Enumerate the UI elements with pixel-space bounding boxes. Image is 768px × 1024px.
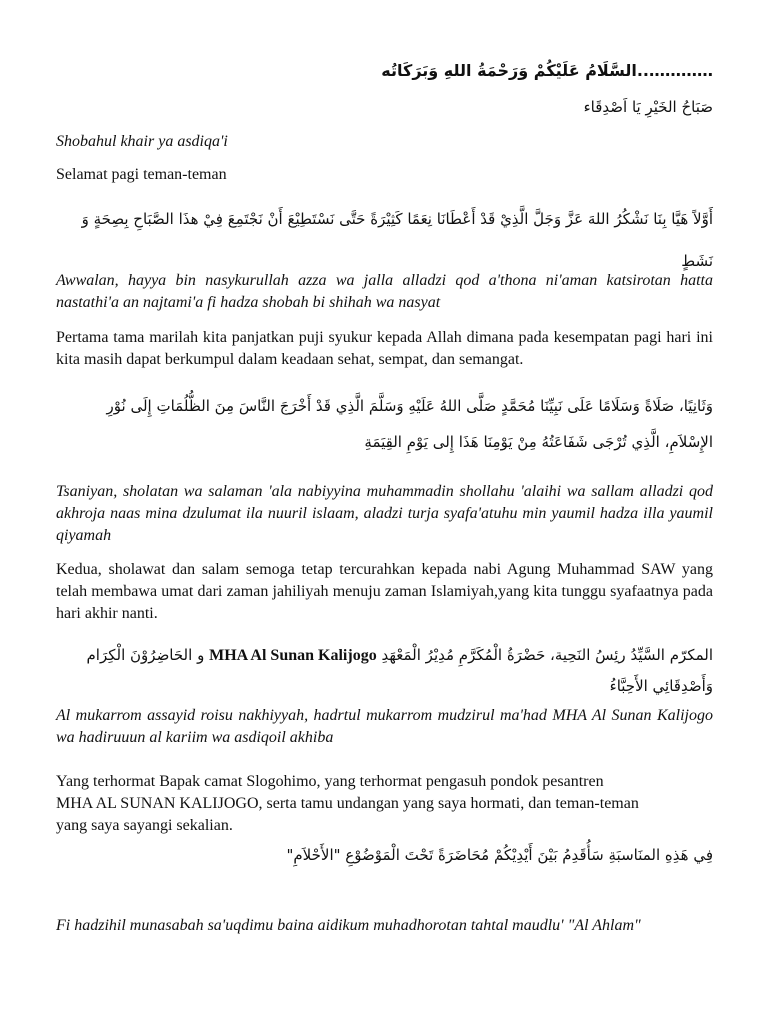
third-paragraph-transliteration: Al mukarrom assayid roisu nakhiyyah, hadrtul mukarrom mudzirul ma'had MHA Al Sunan Kalijogo wa hadiruuun al kariim wa asdiqoil akhiba — [56, 707, 713, 746]
second-paragraph-transliteration: Tsaniyan, sholatan wa salaman 'ala nabiyyina muhammadin shollahu 'alaihi wa sallam alladzi qod akhroja naas mina dzulumat ila nuuril islaam, aladzi turja syafa'atuhu min yaumil hadza illa yaumil qiyamah — [56, 483, 713, 544]
salam-greeting: …………..السَّلَامُ عَلَيْكُمْ وَرَحْمَةُ اللهِ وَبَرَكَاتُه — [381, 61, 713, 80]
third-paragraph-arabic — [56, 640, 713, 701]
third-indonesian-line-1: Yang terhormat Bapak camat Slogohimo, yang terhormat pengasuh pondok pesantren — [56, 773, 604, 790]
third-indonesian-line-3: yang saya sayangi sekalian. — [56, 817, 233, 834]
third-arabic-part-2: و الحَاضِرُوْنَ الْكِرَام وَأَصْدِقَائِي الأَحِبَّاءُ — [86, 646, 713, 695]
fourth-paragraph-transliteration: Fi hadzihil munasabah sa'uqdimu baina aidikum muhadhorotan tahtal maudlu' "Al Ahlam" — [56, 917, 641, 934]
morning-greeting-indonesian: Selamat pagi teman-teman — [56, 166, 227, 183]
first-paragraph-transliteration: Awwalan, hayya bin nasykurullah azza wa jalla alladzi qod a'thona ni'aman katsirotan hatta nastathi'a an najtami'a fi hadza shobah bi shihah wa nasyat — [56, 272, 713, 311]
second-paragraph-arabic: وَثَانِيًا، صَلَاةً وَسَلَامًا عَلَى نَبِيِّنَا مُحَمَّدٍ صَلَّى اللهُ عَلَيْهِ وَسَلَّمَ الَّذِي قَدْ أَخْرَجَ النَّاسَ مِنَ الظُّلُمَاتِ إِلَى نُوْرِ الإِسْلاَمِ، الَّذِي تُرْجَى شَفَاعَتُهُ مِنْ يَوْمِنَا هَذَا إِلى يَوْمِ القِيَمَةِ — [106, 397, 713, 451]
third-paragraph-indonesian — [56, 771, 713, 837]
first-paragraph-indonesian: Pertama tama marilah kita panjatkan puji syukur kepada Allah dimana pada kesempatan pagi hari ini kita masih dapat berkumpul dalam keadaan sehat, sempat, dan semangat. — [56, 329, 713, 368]
institution-name: MHA Al Sunan Kalijogo — [209, 647, 377, 664]
first-paragraph-arabic: أَوَّلاً هَيَّا بِنَا نَشْكُرُ اللهَ عَزَّ وَجَلَّ الَّذِيْ قَدْ أَعْطَانَا نِعَمًا كَثِيْرَةً حَتَّى نَسْتَطِيْعَ أَنْ نَجْتَمِعَ فِيْ هذَا الصَّبَاحِ بِصِحَةٍ وَ نَشَطٍ — [81, 210, 713, 270]
fourth-paragraph-arabic: فِي هَذِهِ المنَاسبَةِ سَأُقَدِمُ بَيْنَ أَيْدِيْكُمْ مُحَاضَرَةً تَحْتَ الْمَوْضُوْعِ "الأَحْلاَمِ" — [286, 846, 713, 864]
second-paragraph-indonesian: Kedua, sholawat dan salam semoga tetap tercurahkan kepada nabi Agung Muhammad SAW yang telah membawa umat dari zaman jahiliyah menuju zaman Islamiyah,yang kita tunggu syafaatnya pada hari akhir nanti. — [56, 561, 713, 622]
third-arabic-part-1: المكرّم السَّيِّدُ رئِسُ النَحِية، حَضْرَةُ الْمُكَرَّمِ مُدِيْرُ الْمَعْهَدِ — [381, 646, 713, 664]
third-indonesian-line-2: MHA AL SUNAN KALIJOGO, serta tamu undangan yang saya hormati, dan teman-teman — [56, 795, 639, 812]
morning-greeting-transliteration: Shobahul khair ya asdiqa'i — [56, 133, 228, 150]
morning-greeting-arabic: صَبَاحُ الخَيْرِ يَا اَصْدِقَاء — [583, 98, 713, 116]
